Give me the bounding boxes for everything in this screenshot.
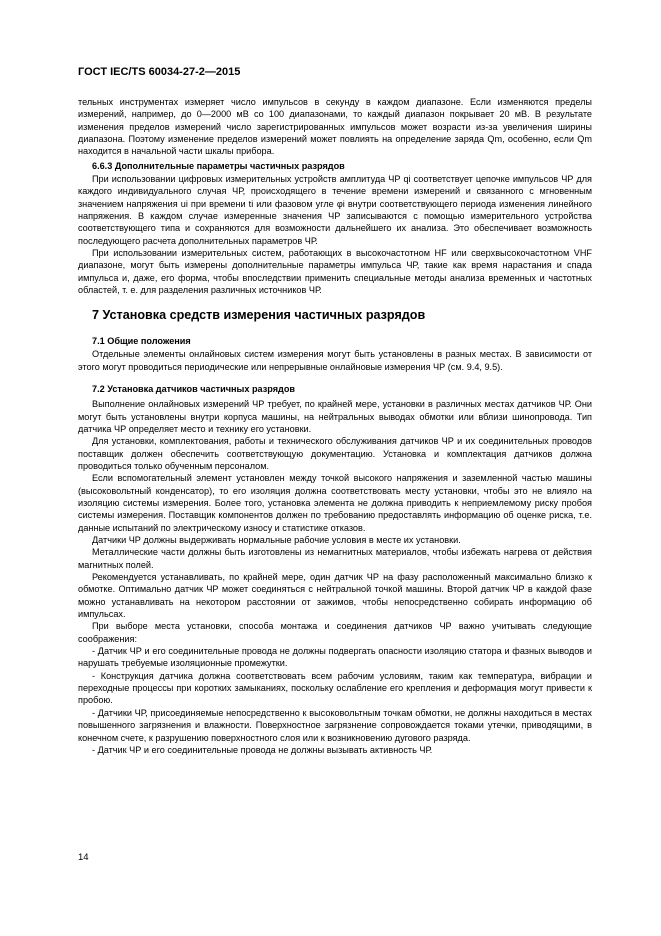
body-text [78, 96, 592, 756]
list-item: - Датчики ЧР, присоединяемые непосредственно к высоковольтным точкам обмотки, не должны находиться в местах повышенного загрязнения и влажности. Поверхностное загрязнение сопровождается токами утечки, приводящими, в конечном счете, к разрушению поверхностного слоя или к возникновению дугового разряда. [78, 707, 592, 743]
paragraph: При выборе места установки, способа монтажа и соединения датчиков ЧР важно учитывать следующие соображения: [78, 621, 592, 644]
paragraph: тельных инструментах измеряет число импульсов в секунду в каждом диапазоне. Если изменяются пределы измерений, например, до 0—2000 мВ со 100 диапазонами, то каждый диапазон покрывает 20 мВ. В результате изменения пределов измерений число зарегистрированных импульсов может возрасти из-за увеличения ширины диапазона. Поэтому изменение пределов измерений может повлиять на определение заряда Qm, особенно, если Qm находится в начальной части шкалы прибора. [78, 97, 592, 157]
paragraph: Если вспомогательный элемент установлен между точкой высокого напряжения и заземленной частью машины (высоковольтный конденсатор), то его изоляция должна соответствовать месту установки, чтобы это не влияло на изоляцию системы измерения. Более того, установка элемента не должна приводить к неприемлемому риску пробоя системы измерения. Поставщик компонентов должен по требованию предоставлять информацию об оценке риска, т.е. данные испытаний по электрическому износу и статистике отказов. [78, 473, 592, 533]
paragraph: Датчики ЧР должны выдерживать нормальные рабочие условия в месте их установки. [92, 535, 461, 545]
page-number: 14 [78, 852, 89, 863]
document-header: ГОСТ IEC/TS 60034-27-2—2015 [78, 66, 241, 78]
paragraph: Отдельные элементы онлайновых систем измерения могут быть установлены в разных местах. В зависимости от этого могут проводиться периодические или непрерывные онлайновые измерения ЧР (см. 9.4, 9.5). [78, 349, 592, 372]
paragraph: При использовании измерительных систем, работающих в высокочастотном HF или сверхвысокочастотном VHF диапазоне, могут быть измерены дополнительные параметры импульса ЧР, такие как время нарастания и спада импульса и, даже, его форма, чтобы впоследствии применить специальные методы анализа временных и частотных областей, т. е. для разделения различных источников ЧР. [78, 248, 592, 296]
subsection-heading: 7.2 Установка датчиков частичных разрядов [92, 383, 296, 394]
list-item: - Датчик ЧР и его соединительные провода не должны вызывать активность ЧР. [92, 744, 433, 755]
paragraph: При использовании цифровых измерительных устройств амплитуда ЧР qi соответствует цепочке импульсов ЧР для каждого индивидуального случая ЧР, происходящего в течение времени измерений и связанного с мгновенным значением напряжения ui при времени ti или фазовом угле φi внутри соответствующего периода изменения линейного напряжения. В каждом случае измеренные значения ЧР записываются с помощью измерительного устройства соответствующего типа и сохраняются для возможности дальнейшего их анализа. Это обеспечивает возможность последующего расчета дополнительных параметров ЧР. [78, 174, 592, 246]
paragraph: Выполнение онлайновых измерений ЧР требует, по крайней мере, установки в различных местах датчиков ЧР. Они могут быть установлены внутри корпуса машины, на нейтральных выводах обмотки или вблизи шинопровода. Тип датчика ЧР определяет место и технику его установки. [78, 399, 592, 434]
section-heading: 7 Установка средств измерения частичных разрядов [92, 307, 426, 322]
subsection-heading: 7.1 Общие положения [92, 335, 191, 346]
paragraph: Рекомендуется устанавливать, по крайней мере, один датчик ЧР на фазу расположенный максимально близко к обмотке. Оптимально датчик ЧР может соединяться с нейтральной точкой машины. Второй датчик ЧР в каждой фазе можно устанавливать на некотором расстоянии от зажимов, чтобы непосредственно собирать информацию об импульсах. [78, 572, 592, 620]
paragraph: Металлические части должны быть изготовлены из немагнитных материалов, чтобы избежать нагрева от действия магнитных полей. [78, 547, 592, 570]
paragraph: Для установки, комплектования, работы и технического обслуживания датчиков ЧР и их соединительных проводов поставщик должен обеспечить соответствующую документацию. Установка и комплектация датчиков должна проводиться только обученным персоналом. [78, 436, 592, 471]
subsection-heading: 6.6.3 Дополнительные параметры частичных разрядов [92, 160, 345, 171]
list-item: - Датчик ЧР и его соединительные провода не должны подвергать опасности изоляцию статора и фазных выводов и нарушать требуемые изоляционные промежутки. [78, 646, 592, 669]
list-item: - Конструкция датчика должна соответствовать всем рабочим условиям, таким как температура, вибрации и переходные процессы при коротких замыканиях, поскольку ослабление его крепления и деформация могут привести к пробою. [78, 670, 592, 706]
